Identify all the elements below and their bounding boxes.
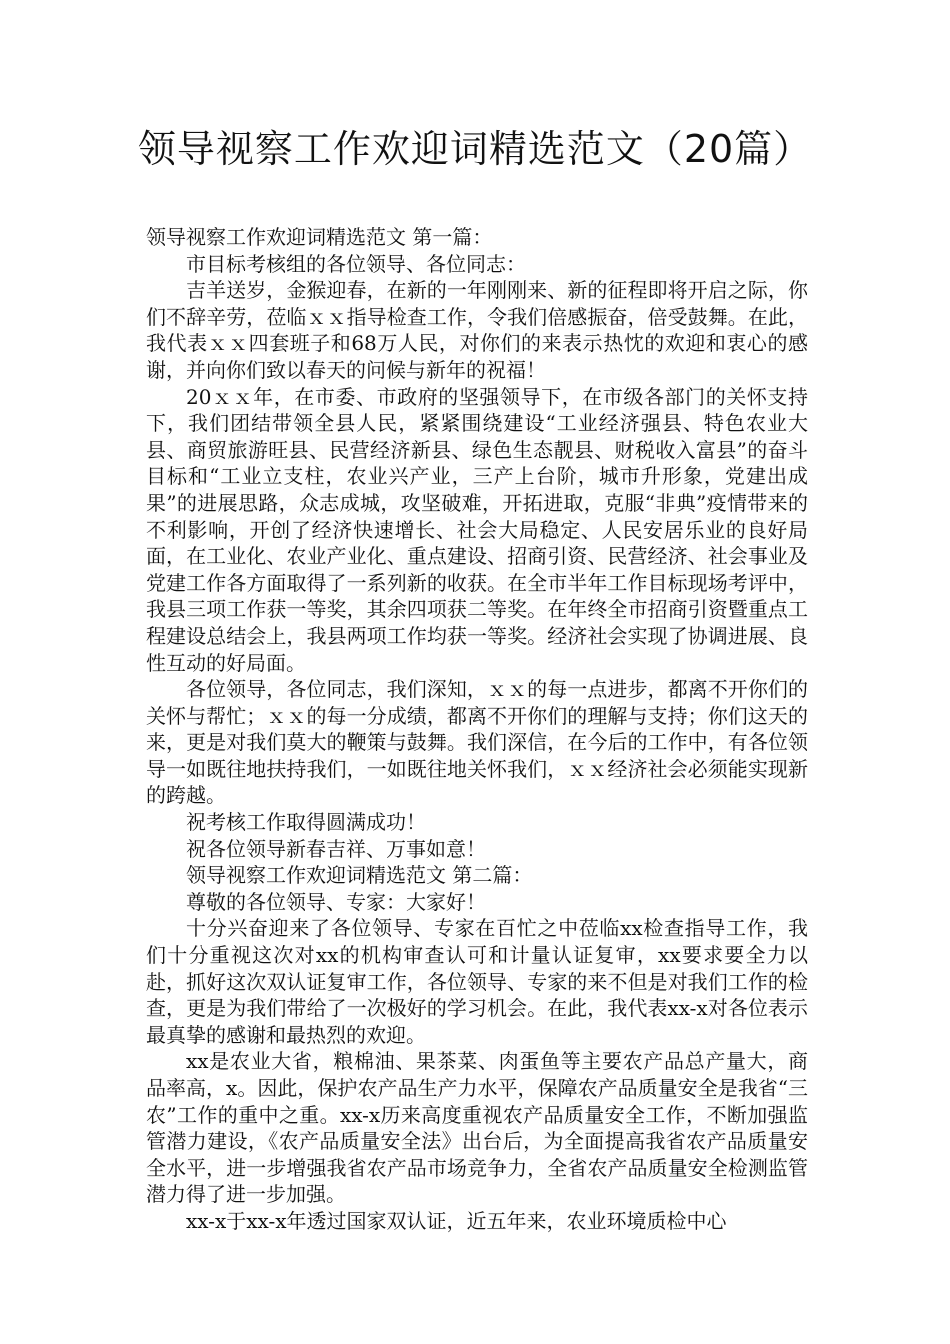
document-paragraph: 祝考核工作取得圆满成功！: [186, 810, 426, 835]
document-paragraph: 领导视察工作欢迎词精选范文 第二篇：: [186, 863, 533, 888]
document-paragraph: 各位领导，各位同志，我们深知，ｘｘ的每一点进步，都离不开你们的关怀与帮忙；ｘｘ的每一分成绩，都离不开你们的理解与支持；你们这天的来，更是对我们莫大的鞭策与鼓舞。我们深信，在今后的工作中，有各位领导一如既往地扶持我们，一如既往地关怀我们，ｘｘ经济社会必须能实现新的跨越。: [146, 677, 808, 808]
document-title: 领导视察工作欢迎词精选范文（20篇）: [137, 127, 813, 171]
document-paragraph: 尊敬的各位领导、专家：大家好！: [186, 889, 486, 914]
document-paragraph: xx-x于xx-x年透过国家双认证，近五年来，农业环境质检中心: [186, 1208, 727, 1233]
document-paragraph: 市目标考核组的各位领导、各位同志：: [186, 251, 526, 276]
document-paragraph: 十分兴奋迎来了各位领导、专家在百忙之中莅临xx检查指导工作，我们十分重视这次对xx的机构审查认可和计量认证复审，xx要求要全力以赴，抓好这次双认证复审工作，各位领导、专家的来不但是对我们工作的检查，更是为我们带给了一次极好的学习机会。在此，我代表xx-x对各位表示最真挚的感谢和最热烈的欢迎。: [146, 916, 808, 1047]
document-paragraph: 领导视察工作欢迎词精选范文 第一篇：: [146, 225, 493, 249]
document-paragraph: 祝各位领导新春吉祥、万事如意！: [186, 836, 486, 861]
document-body: [146, 224, 808, 1235]
document-paragraph: 吉羊送岁，金猴迎春，在新的一年刚刚来、新的征程即将开启之际，你们不辞辛劳，莅临ｘｘ指导检查工作，令我们倍感振奋，倍受鼓舞。在此，我代表ｘｘ四套班子和68万人民，对你们的来表示热忱的欢迎和衷心的感谢，并向你们致以春天的问候与新年的祝福！: [146, 278, 808, 382]
document-paragraph: 20ｘｘ年，在市委、市政府的坚强领导下，在市级各部门的关怀支持下，我们团结带领全县人民，紧紧围绕建设“工业经济强县、特色农业大县、商贸旅游旺县、民营经济新县、绿色生态靓县、财税收入富县”的奋斗目标和“工业立支柱，农业兴产业，三产上台阶，城市升形象，党建出成果”的进展思路，众志成城，攻坚破难，开拓进取，克服“非典”疫情带来的不利影响，开创了经济快速增长、社会大局稳定、人民安居乐业的良好局面，在工业化、农业产业化、重点建设、招商引资、民营经济、社会事业及党建工作各方面取得了一系列新的收获。在全市半年工作目标现场考评中，我县三项工作获一等奖，其余四项获二等奖。在年终全市招商引资暨重点工程建设总结会上，我县两项工作均获一等奖。经济社会实现了协调进展、良性互动的好局面。: [146, 384, 808, 675]
document-paragraph: xx是农业大省，粮棉油、果茶菜、肉蛋鱼等主要农产品总产量大，商品率高，x。因此，保护农产品生产力水平，保障农产品质量安全是我省“三农”工作的重中之重。xx-x历来高度重视农产品质量安全工作，不断加强监管潜力建设，《农产品质量安全法》出台后，为全面提高我省农产品质量安全水平，进一步增强我省农产品市场竞争力，全省农产品质量安全检测监管潜力得了进一步加强。: [146, 1049, 808, 1207]
